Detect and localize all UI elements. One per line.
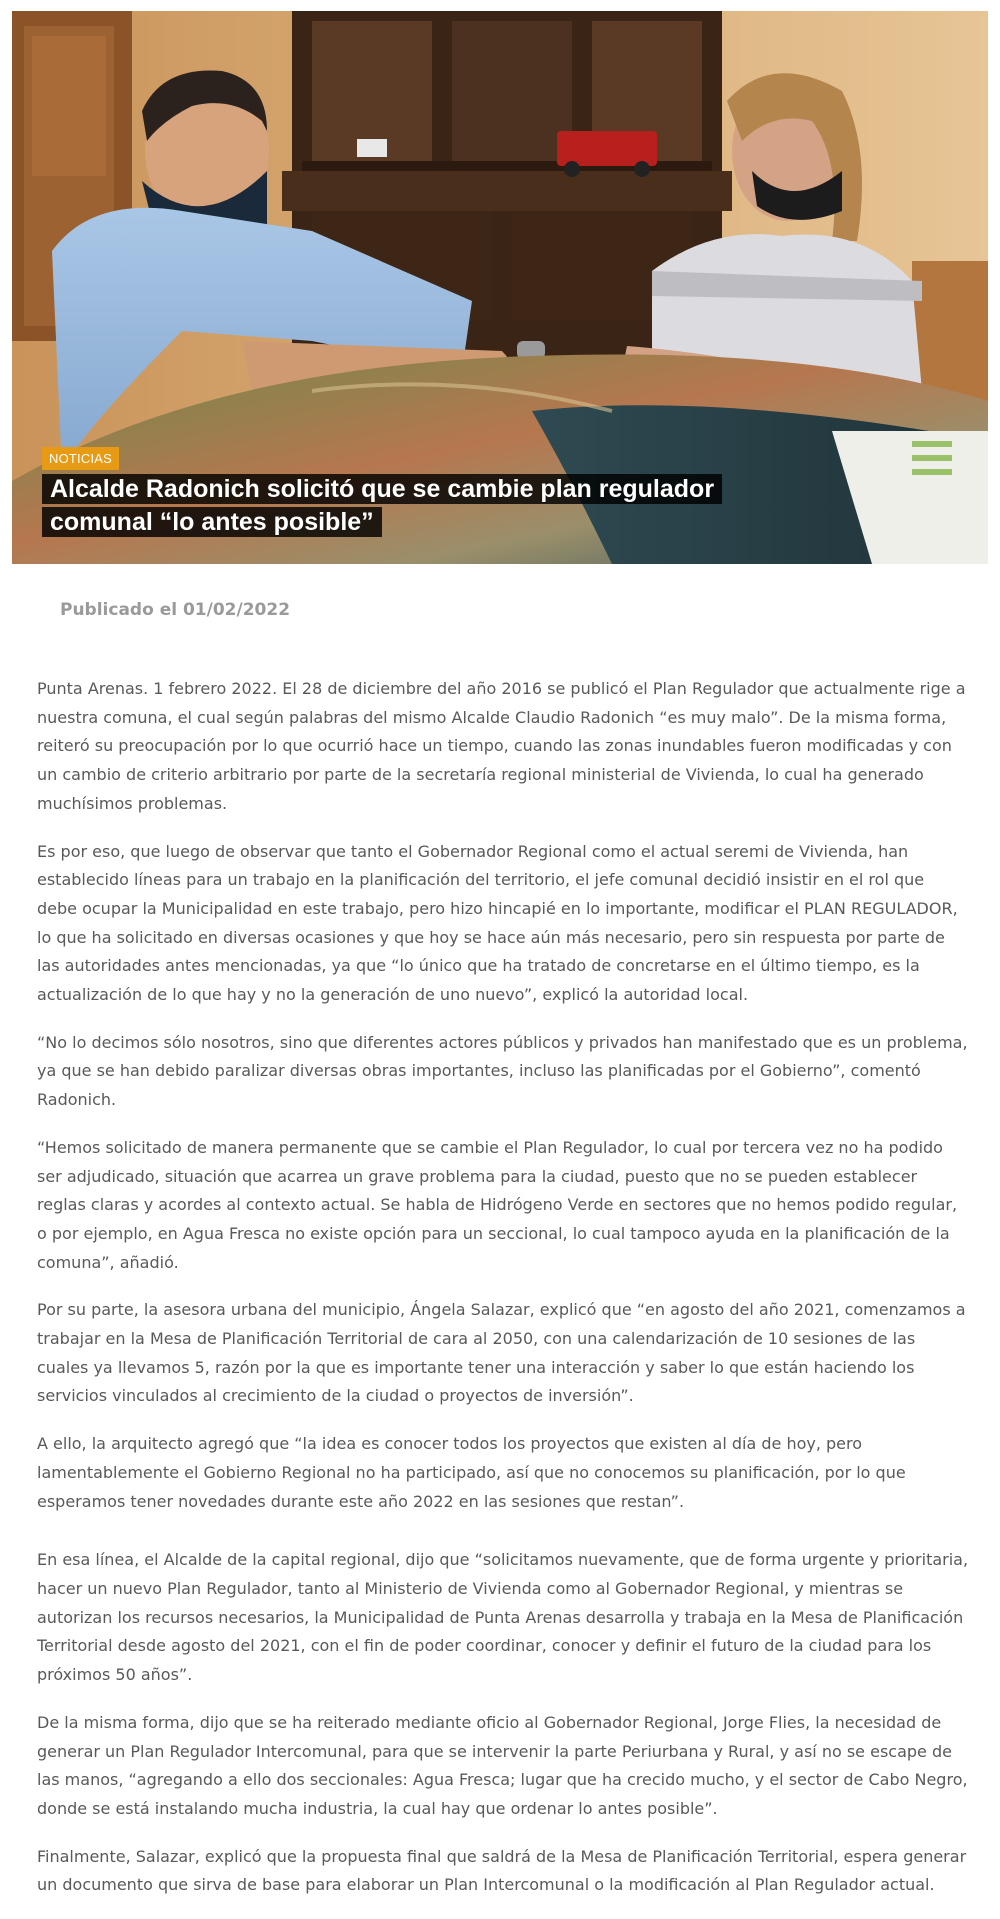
- published-date: Publicado el 01/02/2022: [60, 600, 291, 620]
- article-paragraph: “Hemos solicitado de manera permanente que se cambie el Plan Regulador, lo cual por tercera vez no ha podido ser adjudicado, situación que acarrea un grave problema para la ciudad, puesto que no se pueden establecer reglas claras y acordes al contexto actual. Se habla de Hidrógeno Verde en sectores que no hemos podido regular, o por ejemplo, en Agua Fresca no existe opción para un seccional, lo cual tampoco ayuda en la planificación de la comuna”, añadió.: [37, 1137, 958, 1272]
- article-title-text: Alcalde Radonich solicitó que se cambie plan regulador comunal “lo antes posible”: [42, 474, 722, 537]
- article-paragraph: Finalmente, Salazar, explicó que la propuesta final que saldrá de la Mesa de Planificación Territorial, espera generar un documento que sirva de base para elaborar un Plan Intercomunal o la modificación al Plan Regulador actual.: [37, 1846, 967, 1895]
- article-paragraph: Por su parte, la asesora urbana del municipio, Ángela Salazar, explicó que “en agosto del año 2021, comenzamos a trabajar en la Mesa de Planificación Territorial de cara al 2050, con una calendarización de 10 sesiones de las cuales ya llevamos 5, razón por la que es importante tener una interacción y saber lo que están haciendo los servicios vinculados al crecimiento de la ciudad o proyectos de inversión”.: [37, 1300, 966, 1406]
- category-badge[interactable]: NOTICIAS: [42, 447, 119, 470]
- hero-image: [12, 11, 988, 564]
- article-paragraph: A ello, la arquitecto agregó que “la idea es conocer todos los proyectos que existen al día de hoy, pero lamentablemente el Gobierno Regional no ha participado, así que no conocemos su planificación, por lo que esperamos tener novedades durante este año 2022 en las sesiones que restan”.: [37, 1434, 906, 1511]
- article-paragraph: Punta Arenas. 1 febrero 2022. El 28 de diciembre del año 2016 se publicó el Plan Regulador que actualmente rige a nuestra comuna, el cual según palabras del mismo Alcalde Claudio Radonich “es muy malo”. De la misma forma, reiteró su preocupación por lo que ocurrió hace un tiempo, cuando las zonas inundables fueron modificadas y con un cambio de criterio arbitrario por parte de la secretaría regional ministerial de Vivienda, lo cual ha generado muchísimos problemas.: [37, 679, 966, 813]
- article-paragraph: Es por eso, que luego de observar que tanto el Gobernador Regional como el actual seremi de Vivienda, han establecido líneas para un trabajo en la planificación del territorio, el jefe comunal decidió insistir en el rol que debe ocupar la Municipalidad en este trabajo, pero hizo hincapié en lo importante, modificar el PLAN REGULADOR, lo que ha solicitado en diversas ocasiones y que hoy se hace aún más necesario, pero sin respuesta por parte de las autoridades antes mencionadas, ya que “lo único que ha tratado de concretarse en el último tiempo, es la actualización de lo que hay y no la generación de uno nuevo”, explicó la autoridad local.: [37, 841, 958, 1005]
- article-paragraph: En esa línea, el Alcalde de la capital regional, dijo que “solicitamos nuevamente, que de forma urgente y prioritaria, hacer un nuevo Plan Regulador, tanto al Ministerio de Vivienda como al Gobernador Regional, y mientras se autorizan los recursos necesarios, la Municipalidad de Punta Arenas desarrolla y trabaja en la Mesa de Planificación Territorial desde agosto del 2021, con el fin de poder coordinar, conocer y definir el futuro de la ciudad para los próximos 50 años”.: [37, 1550, 969, 1685]
- article-paragraph: “No lo decimos sólo nosotros, sino que diferentes actores públicos y privados han manifestado que es un problema, ya que se han debido paralizar diversas obras importantes, incluso las planificadas por el Gobierno”, comentó Radonich.: [37, 1032, 968, 1110]
- article-body: [37, 675, 969, 1919]
- article-title: [42, 473, 742, 539]
- article-paragraph: De la misma forma, dijo que se ha reiterado mediante oficio al Gobernador Regional, Jorge Flies, la necesidad de generar un Plan Regulador Intercomunal, para que se intervenir la parte Periurbana y Rural, y así no se escape de las manos, “agregando a ello dos seccionales: Agua Fresca; lugar que ha crecido mucho, y el sector de Cabo Negro, donde se está instalando mucha industria, la cual hay que ordenar lo antes posible”.: [37, 1712, 968, 1818]
